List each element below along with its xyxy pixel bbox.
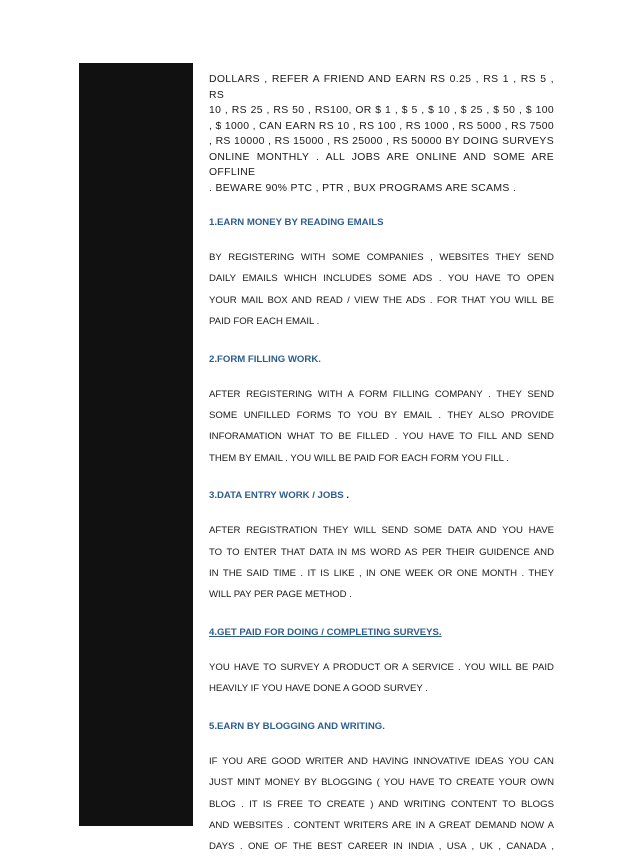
section-paragraph-data-entry bbox=[209, 520, 554, 606]
paragraph-line: TO TO ENTER THAT DATA IN MS WORD AS PER THEIR GUIDENCE AND bbox=[209, 546, 554, 558]
paragraph-line: AFTER REGISTERING WITH A FORM FILLING COMPANY . THEY SEND bbox=[209, 388, 554, 400]
paragraph-line: AND WEBSITES . CONTENT WRITERS ARE IN A GREAT DEMAND NOW A bbox=[209, 819, 554, 831]
section-heading-data-entry: 3.DATA ENTRY WORK / JOBS . bbox=[209, 490, 350, 502]
paragraph-line: THEM BY EMAIL . YOU WILL BE PAID FOR EACH FORM YOU FILL . bbox=[209, 452, 509, 464]
paragraph-line: HEAVILY IF YOU HAVE DONE A GOOD SURVEY . bbox=[209, 683, 428, 695]
section-heading-form-filling: 2.FORM FILLING WORK. bbox=[209, 353, 321, 365]
section-paragraph-blogging bbox=[209, 751, 554, 858]
paragraph-line: AFTER REGISTRATION THEY WILL SEND SOME DATA AND YOU HAVE bbox=[209, 525, 554, 537]
paragraph-line: IN THE SAID TIME . IT IS LIKE , IN ONE WEEK OR ONE MONTH . THEY bbox=[209, 568, 554, 580]
intro-line: , RS 10000 , RS 15000 , RS 25000 , RS 50000 BY DOING SURVEYS bbox=[209, 136, 554, 147]
black-sidebar-block bbox=[79, 63, 193, 826]
section-paragraph-form-filling bbox=[209, 384, 554, 470]
intro-line: DOLLARS , REFER A FRIEND AND EARN RS 0.25 , RS 1 , RS 5 , RS bbox=[209, 74, 554, 101]
paragraph-line: DAILY EMAILS WHICH INCLUDES SOME ADS . YOU HAVE TO OPEN bbox=[209, 273, 554, 285]
section-paragraph-reading-emails bbox=[209, 247, 554, 333]
intro-line: . BEWARE 90% PTC , PTR , BUX PROGRAMS ARE SCAMS . bbox=[209, 182, 517, 194]
paragraph-line: INFORAMATION WHAT TO BE FILLED . YOU HAVE TO FILL AND SEND bbox=[209, 431, 554, 443]
intro-paragraph bbox=[209, 72, 554, 196]
section-heading-surveys: 4.GET PAID FOR DOING / COMPLETING SURVEYS. bbox=[209, 626, 442, 638]
intro-line: ONLINE MONTHLY . ALL JOBS ARE ONLINE AND SOME ARE OFFLINE bbox=[209, 151, 554, 178]
paragraph-line: WILL PAY PER PAGE METHOD . bbox=[209, 589, 352, 601]
paragraph-line: SOME UNFILLED FORMS TO YOU BY EMAIL . THEY ALSO PROVIDE bbox=[209, 410, 554, 422]
paragraph-line: JUST MINT MONEY BY BLOGGING ( YOU HAVE TO CREATE YOUR OWN bbox=[209, 777, 554, 789]
paragraph-line: PAID FOR EACH EMAIL . bbox=[209, 316, 320, 328]
section-heading-blogging: 5.EARN BY BLOGGING AND WRITING. bbox=[209, 720, 385, 732]
intro-line: 10 , RS 25 , RS 50 , RS100, OR $ 1 , $ 5 , $ 10 , $ 25 , $ 50 , $ 100 bbox=[209, 105, 554, 116]
paragraph-line: YOU HAVE TO SURVEY A PRODUCT OR A SERVICE . YOU WILL BE PAID bbox=[209, 661, 554, 673]
paragraph-line: YOUR MAIL BOX AND READ / VIEW THE ADS . FOR THAT YOU WILL BE bbox=[209, 294, 554, 306]
paragraph-line: BY REGISTERING WITH SOME COMPANIES , WEBSITES THEY SEND bbox=[209, 252, 554, 263]
section-heading-reading-emails: 1.EARN MONEY BY READING EMAILS bbox=[209, 217, 384, 228]
intro-line: , $ 1000 , CAN EARN RS 10 , RS 100 , RS 1000 , RS 5000 , RS 7500 bbox=[209, 120, 554, 132]
document-body bbox=[209, 72, 554, 858]
paragraph-line: IF YOU ARE GOOD WRITER AND HAVING INNOVATIVE IDEAS YOU CAN bbox=[209, 755, 554, 767]
section-paragraph-surveys bbox=[209, 657, 554, 700]
paragraph-line: BLOG . IT IS FREE TO CREATE ) AND WRITING CONTENT TO BLOGS bbox=[209, 798, 554, 810]
paragraph-line: DAYS . ONE OF THE BEST CAREER IN INDIA , USA , UK , CANADA , bbox=[209, 841, 554, 853]
